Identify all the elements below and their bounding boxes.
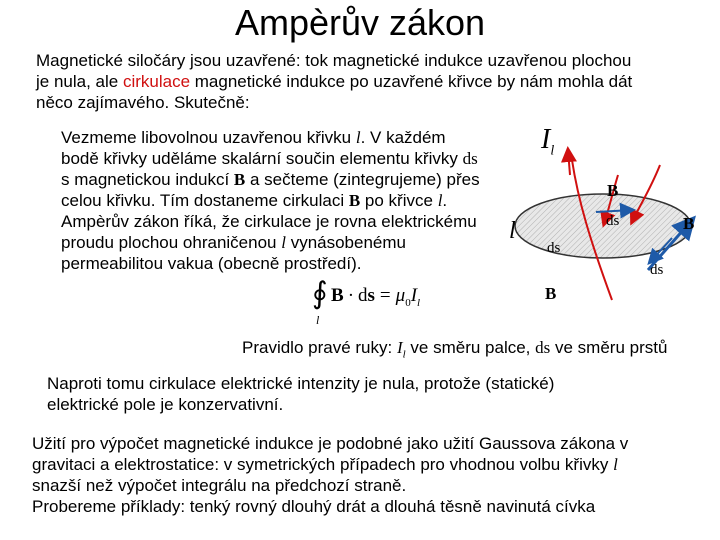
explain-line-6: proudu plochou ohraničenou l vynásobenému bbox=[61, 233, 406, 252]
ds-label-center: ds bbox=[606, 213, 620, 229]
explain-line-7: permeabilitou vakua (obecně prostředí). bbox=[61, 254, 362, 273]
integral-subscript: l bbox=[316, 313, 320, 327]
current-label: $I_l$ bbox=[541, 124, 555, 159]
explain-line-2: bodě křivky uděláme skalární součin elementu křivky ds bbox=[61, 149, 478, 168]
right-hand-rule: Pravidlo pravé ruky: $I_l$ ve směru palce, ds ve směru prstů bbox=[242, 338, 668, 361]
b-label-bottom: B bbox=[545, 284, 557, 303]
intro-line-3: něco zajímavého. Skutečně: bbox=[36, 93, 250, 112]
intro-line-2: je nula, ale cirkulace magnetické indukce po uzavřené křivce by nám mohla dát bbox=[36, 72, 633, 91]
usage-line-2: gravitaci a elektrostatice: v symetrických případech pro vhodnou volbu křivky l bbox=[32, 455, 618, 474]
usage-line-3: snazší než výpočet integrálu na předchozí straně. bbox=[32, 476, 407, 495]
usage-line-1: Užití pro výpočet magnetické indukce je podobné jako užití Gaussova zákona v bbox=[32, 434, 629, 453]
electric-line-1: Naproti tomu cirkulace elektrické intenzity je nula, protože (statické) bbox=[47, 374, 555, 393]
page-title: Ampèrův zákon bbox=[234, 2, 486, 43]
explain-line-3: s magnetickou indukcí B a sečteme (zintegrujeme) přes bbox=[61, 170, 480, 189]
integral-sign: ∮ bbox=[312, 277, 328, 310]
b-label-top: B bbox=[607, 181, 619, 200]
usage-line-4: Probereme příklady: tenký rovný dlouhý drát a dlouhá těsně navinutá cívka bbox=[32, 497, 596, 516]
explain-line-1: Vezmeme libovolnou uzavřenou křivku l. V každém bbox=[61, 128, 446, 147]
curve-l-surface bbox=[515, 194, 691, 258]
cirkulace-highlight: cirkulace bbox=[122, 72, 191, 91]
explain-line-5: Ampèrův zákon říká, že cirkulace je rovna elektrickému bbox=[61, 212, 477, 231]
explain-line-4: celou křivku. Tím dostaneme cirkulaci B po křivce l. bbox=[61, 191, 448, 210]
curve-label: l bbox=[509, 218, 516, 244]
ampere-formula: B · ds = $\mu_0I_l$ bbox=[331, 285, 421, 309]
electric-line-2: elektrické pole je konzervativní. bbox=[47, 395, 284, 414]
current-arrow-top bbox=[568, 150, 570, 175]
ds-label-right: ds bbox=[650, 262, 664, 278]
ds-label-left: ds bbox=[547, 240, 561, 256]
b-label-right: B bbox=[683, 214, 695, 233]
intro-line-1: Magnetické siločáry jsou uzavřené: tok magnetické indukce uzavřenou plochou bbox=[36, 51, 632, 70]
